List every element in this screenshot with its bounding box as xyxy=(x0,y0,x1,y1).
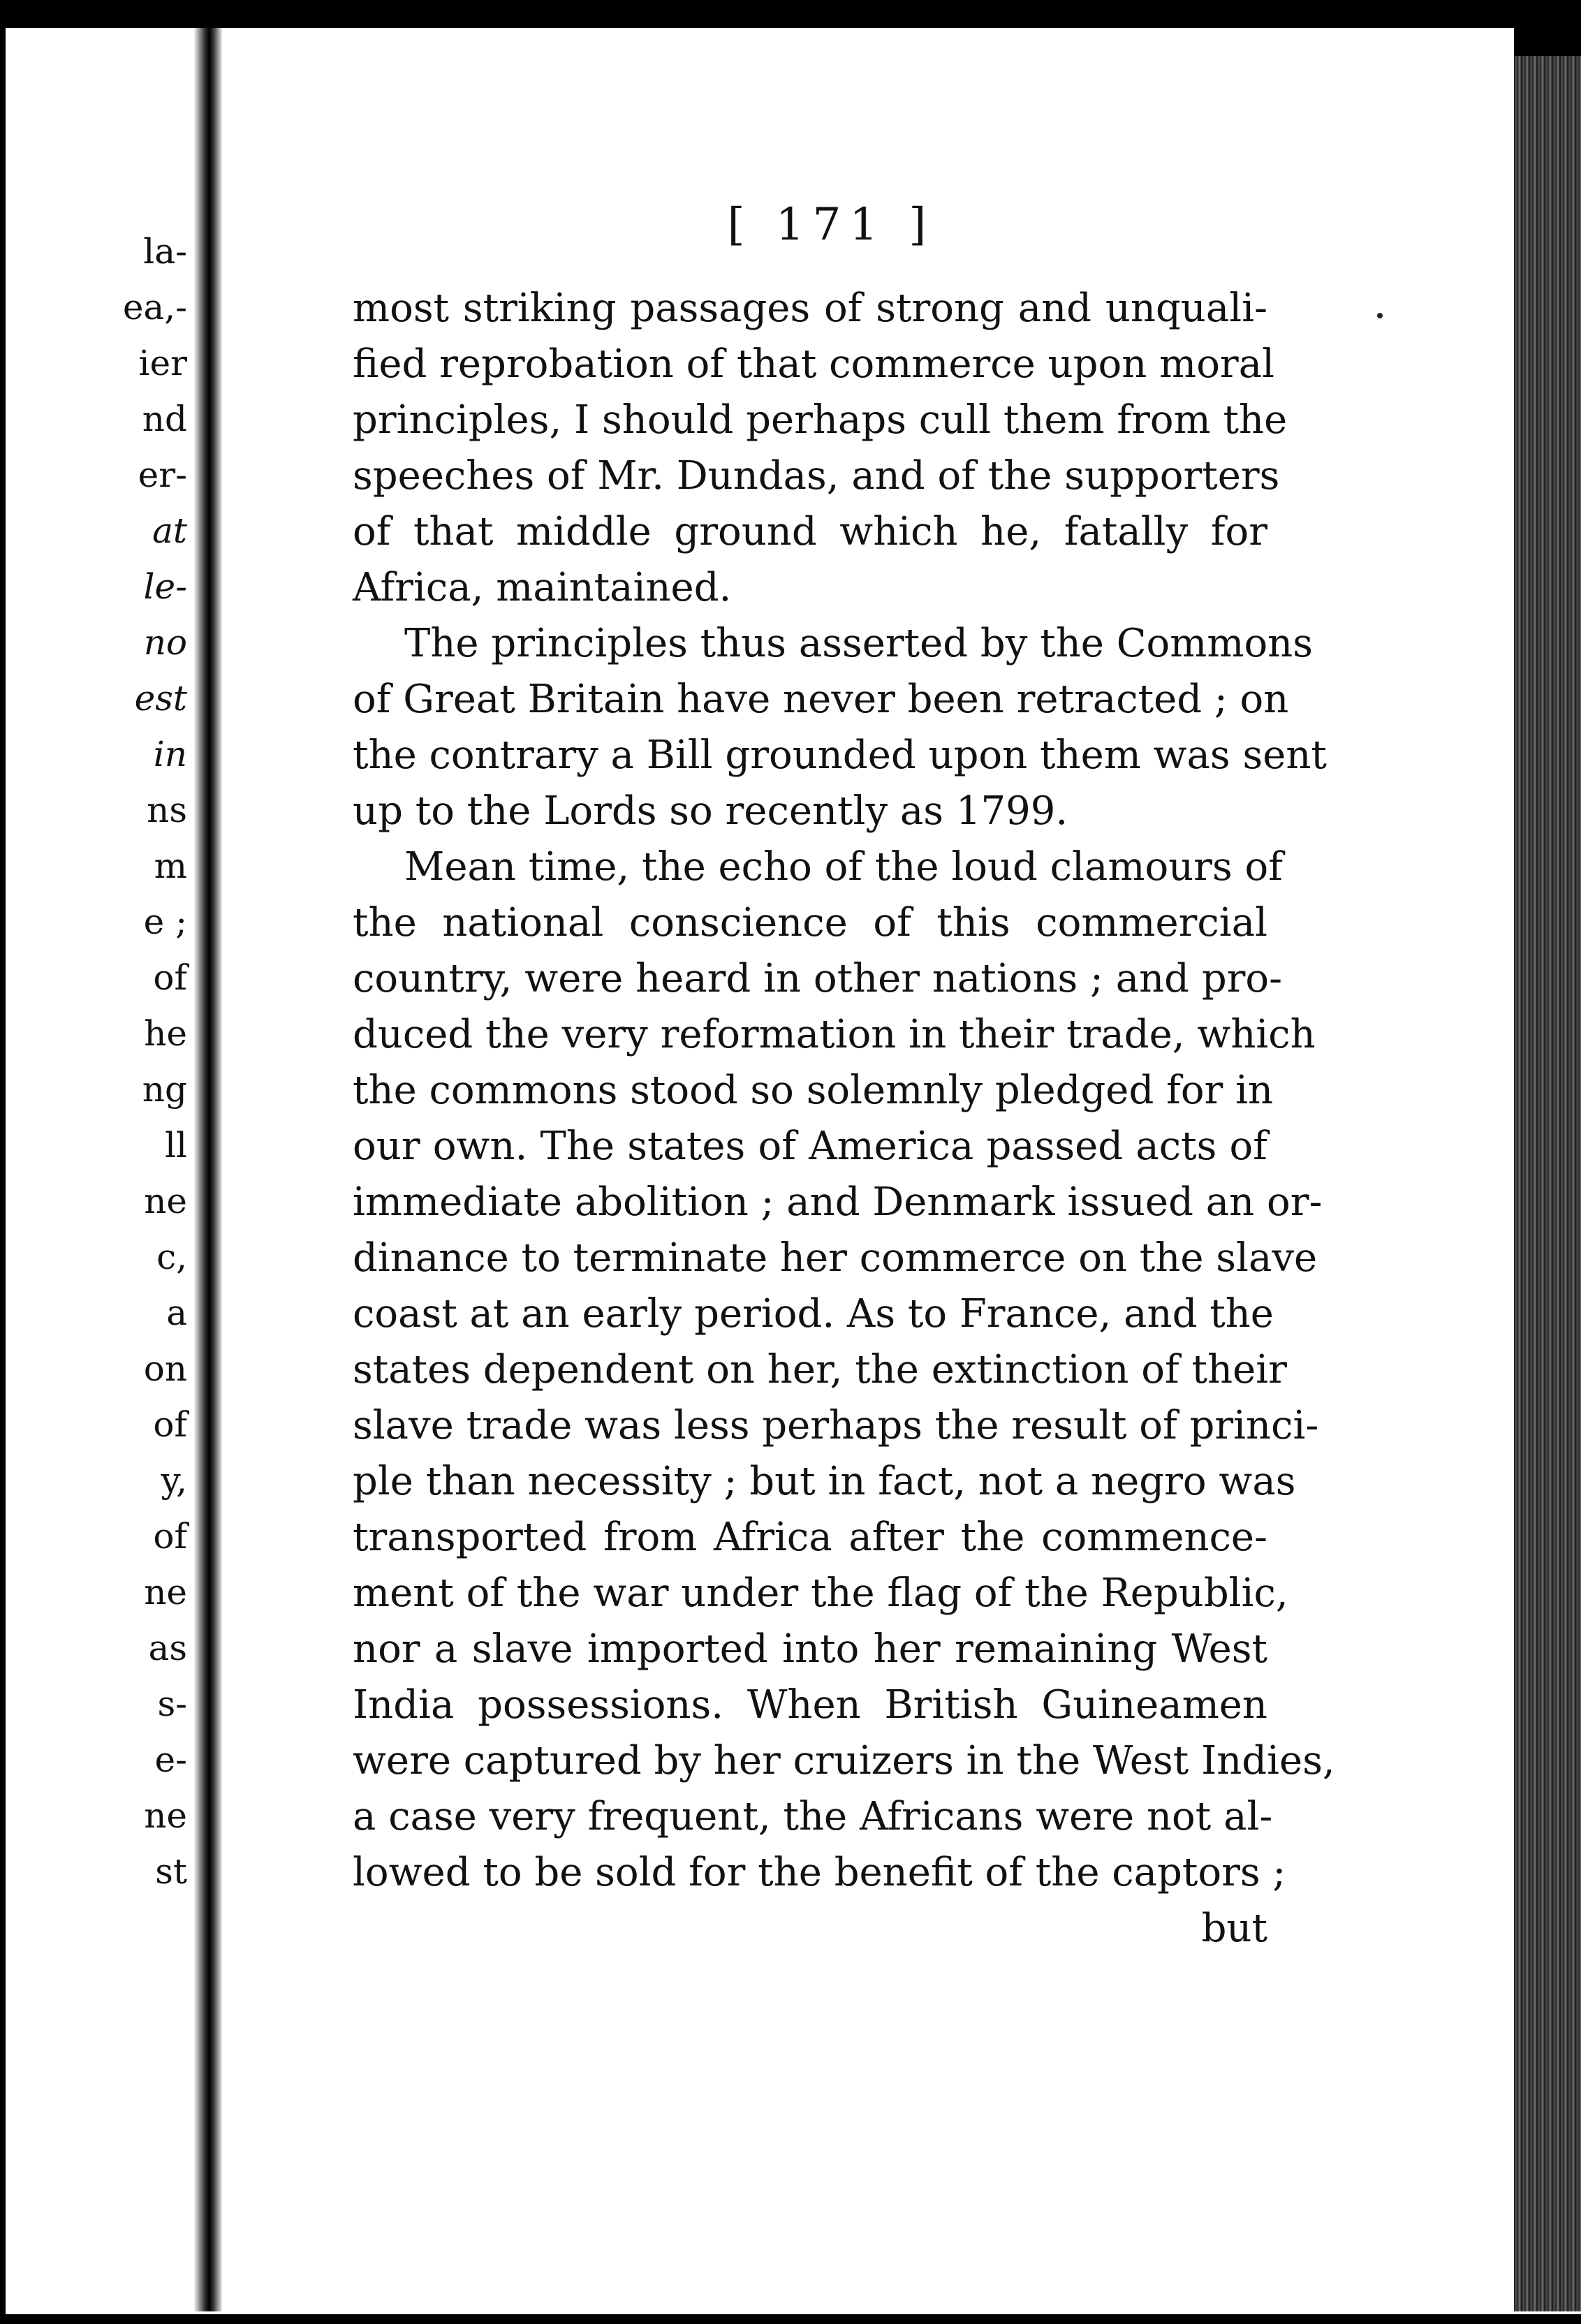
left-page-fragment: ea,- xyxy=(122,287,187,328)
text-line: India possessions. When British Guineamen xyxy=(353,1682,1267,1728)
page-number: [ 171 ] xyxy=(727,199,935,251)
left-page-fragment: e- xyxy=(154,1740,187,1780)
text-line: of Great Britain have never been retracted ; on xyxy=(353,677,1289,722)
left-page-fragment: a xyxy=(166,1293,187,1333)
fore-edge-top xyxy=(1514,28,1581,56)
text-line: lowed to be sold for the benefit of the captors ; xyxy=(353,1850,1286,1895)
left-page-fragment: ng xyxy=(142,1069,187,1110)
left-page-fragment: as xyxy=(148,1628,187,1668)
text-line: transported from Africa after the commence- xyxy=(353,1515,1267,1560)
left-page-fragment: in xyxy=(153,734,187,774)
left-page-fragment: of xyxy=(153,1404,187,1445)
text-line: duced the very reformation in their trade, which xyxy=(353,1012,1316,1057)
left-page-fragment: est xyxy=(134,678,187,719)
left-page-fragment: c, xyxy=(156,1237,187,1277)
left-page-fragment: on xyxy=(143,1348,187,1389)
book-fore-edge xyxy=(1514,56,1581,2311)
left-page-fragment: ier xyxy=(138,343,187,383)
left-page-fragment: at xyxy=(152,510,187,551)
left-page-fragment: m xyxy=(154,846,187,886)
text-line: up to the Lords so recently as 1799. xyxy=(353,788,1068,834)
left-page-fragment: ll xyxy=(165,1125,187,1165)
text-line: the national conscience of this commercial xyxy=(353,900,1267,946)
text-line: of that middle ground which he, fatally for xyxy=(353,509,1267,554)
text-line: a case very frequent, the Africans were not al- xyxy=(353,1794,1273,1839)
left-facing-page xyxy=(6,28,194,2311)
text-line: ple than necessity ; but in fact, not a negro was xyxy=(353,1459,1296,1504)
text-line: principles, I should perhaps cull them from the xyxy=(353,397,1288,443)
left-page-fragment: ne xyxy=(144,1572,187,1612)
left-page-fragment: y, xyxy=(161,1460,187,1501)
left-page-fragment: ne xyxy=(144,1181,187,1221)
left-page-fragment: ne xyxy=(144,1795,187,1836)
left-page-fragment: nd xyxy=(142,399,187,439)
text-line: states dependent on her, the extinction of their xyxy=(353,1347,1287,1392)
book-gutter xyxy=(194,28,222,2311)
text-line: slave trade was less perhaps the result of princi- xyxy=(353,1403,1319,1448)
text-line: nor a slave imported into her remaining West xyxy=(353,1626,1267,1672)
left-page-fragment: er- xyxy=(138,455,187,495)
text-line: most striking passages of strong and unquali- xyxy=(353,286,1267,331)
left-page-fragment: le- xyxy=(143,566,187,607)
left-page-fragment: of xyxy=(153,957,187,998)
text-line: our own. The states of America passed acts of xyxy=(353,1124,1267,1169)
left-page-fragment: s- xyxy=(157,1684,187,1724)
text-line: Africa, maintained. xyxy=(353,565,732,610)
left-page-fragment: he xyxy=(144,1013,187,1054)
text-line: the commons stood so solemnly pledged for in xyxy=(353,1068,1274,1113)
text-line: The principles thus asserted by the Commons xyxy=(404,621,1313,666)
text-line: ment of the war under the flag of the Republic, xyxy=(353,1571,1288,1616)
ink-speck xyxy=(1377,313,1383,318)
left-page-fragment: la- xyxy=(143,231,187,272)
text-line: immediate abolition ; and Denmark issued an or- xyxy=(353,1179,1323,1225)
text-line: speeches of Mr. Dundas, and of the supporters xyxy=(353,453,1280,499)
text-line: the contrary a Bill grounded upon them was sent xyxy=(353,733,1327,778)
text-line: dinance to terminate her commerce on the slave xyxy=(353,1235,1318,1281)
catchword: but xyxy=(1201,1906,1267,1951)
left-page-fragment: ns xyxy=(147,790,187,830)
scan-border-bottom xyxy=(0,2314,1581,2324)
text-line: coast at an early period. As to France, and the xyxy=(353,1291,1274,1337)
scan-border-left xyxy=(0,0,6,2324)
text-line: country, were heard in other nations ; and pro- xyxy=(353,956,1283,1001)
left-page-fragment: no xyxy=(143,622,187,663)
left-page-fragment: st xyxy=(155,1851,187,1892)
left-page-fragment: e ; xyxy=(143,902,187,942)
text-line: fied reprobation of that commerce upon moral xyxy=(353,341,1274,387)
text-line: were captured by her cruizers in the West Indies, xyxy=(353,1738,1335,1784)
scan-border-top xyxy=(0,0,1581,28)
text-line: Mean time, the echo of the loud clamours of xyxy=(404,844,1283,890)
left-page-fragment: of xyxy=(153,1516,187,1557)
